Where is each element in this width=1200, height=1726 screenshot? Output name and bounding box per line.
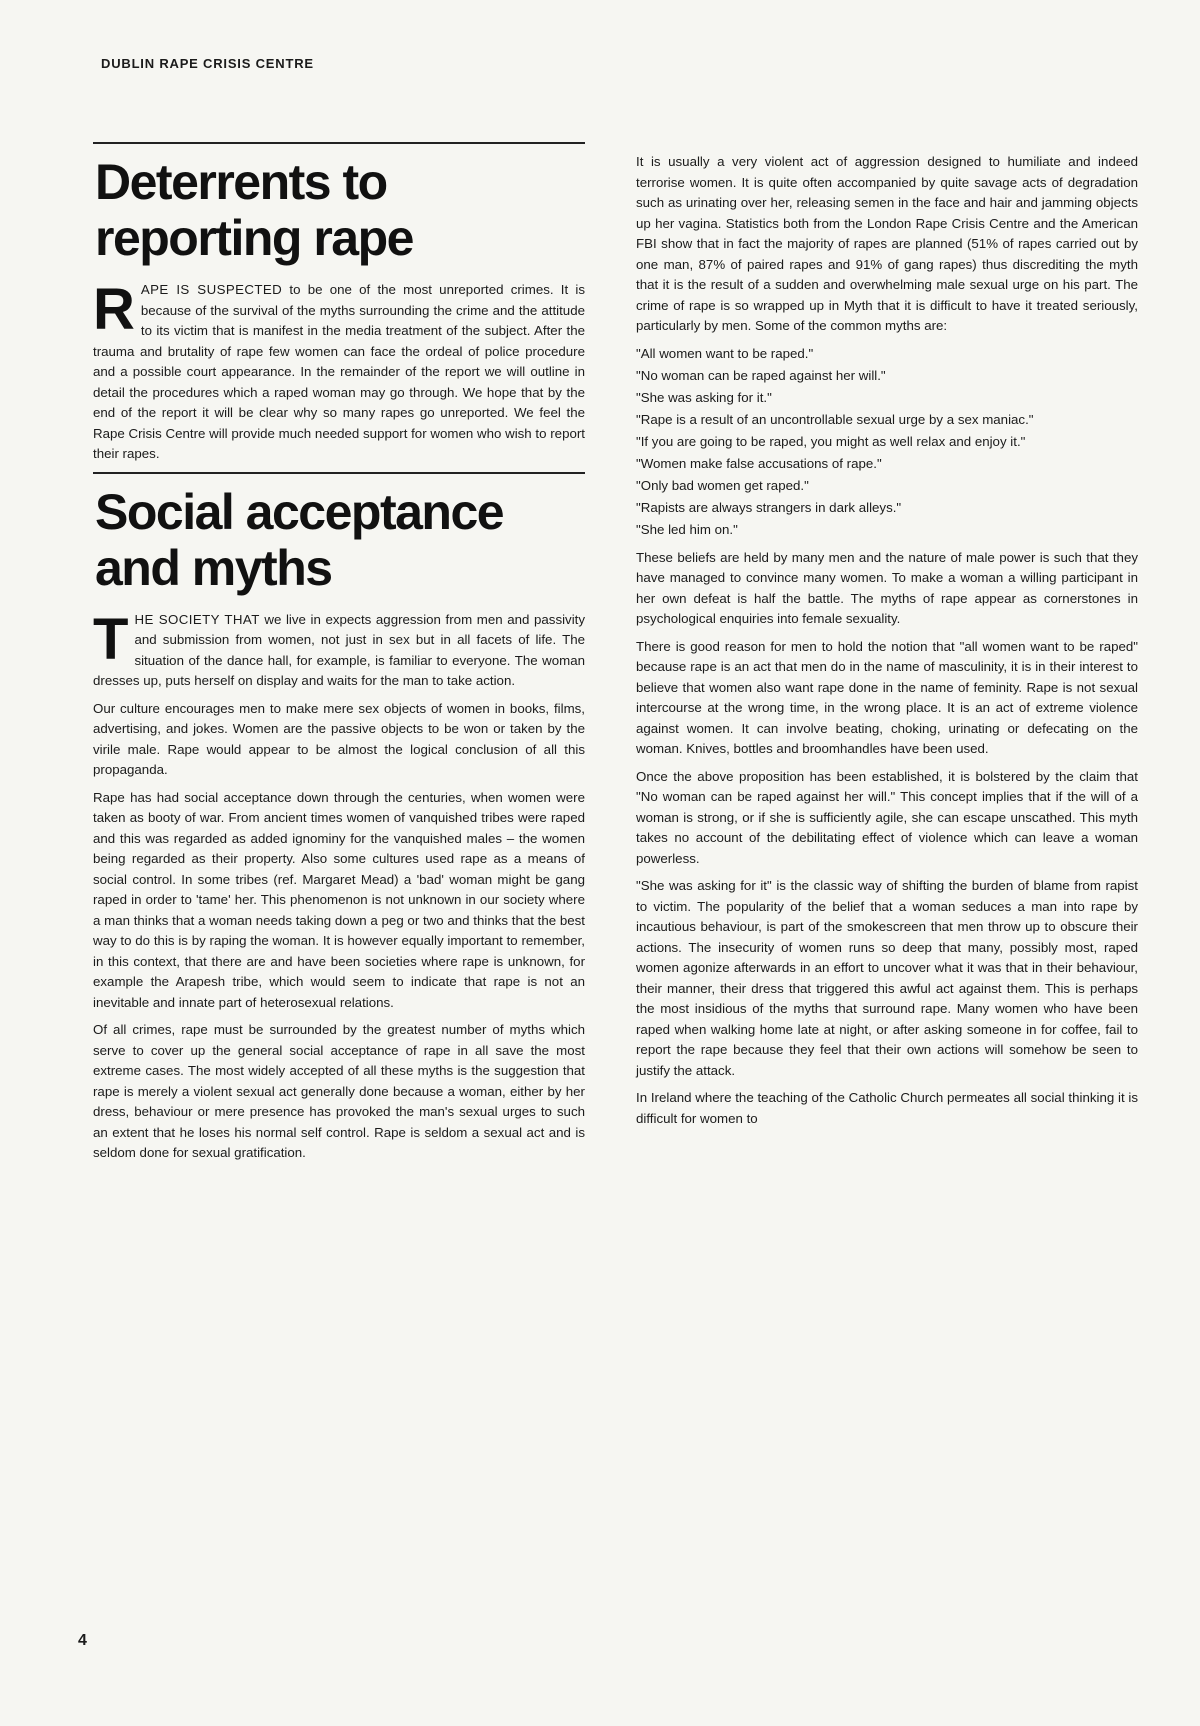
myth-quote: "Rape is a result of an uncontrollable sexual urge by a sex maniac." [636,411,1034,427]
myth-quote: "If you are going to be raped, you might as well relax and enjoy it." [636,433,1026,449]
drop-cap: T [93,606,129,672]
body-paragraph: Our culture encourages men to make mere sex objects of women in books, films, advertising, and jokes. Women are the passive objects to be won or taken by the virile male. Rape would appear to be almost the logical conclusion of all this propaganda. [93,700,585,777]
myth-quote: "Rapists are always strangers in dark alleys." [636,499,902,515]
myth-quote: "Only bad women get raped." [636,477,809,493]
myth-quote: "She was asking for it." [636,389,772,405]
section-heading-deterrents: Deterrents to reporting rape [95,154,413,266]
drop-cap: R [93,277,135,342]
body-paragraph: It is usually a very violent act of aggression designed to humiliate and indeed terrorise women. It is quite often accompanied by quite savage acts of degradation such as urinating over her, releasing semen in the face and hair and jamming objects up her vagina. Statistics both from the London Rape Crisis Centre and the American FBI show that in fact the majority of rapes are planned (51% of rapes carried out by one man, 87% of paired rapes and 91% of gang rapes) thus discrediting the myth that it is the result of a sudden and overwhelming male sexual urge on his part. The crime of rape is so wrapped up in Myth that it is difficult to have it treated seriously, particularly by men. Some of the common myths are: [636,154,1138,333]
body-paragraph: There is good reason for men to hold the notion that "all women want to be raped" because rape is an act that men do in the name of masculinity, it is in their interest to believe that women also want rape done in the name of feminity. Rape is not sexual intercourse at the wrong time, in the wrong place. It is an act of extreme violence against women. It can involve beating, choking, urinating or defecating on the woman. Knives, bottles and broomhandles have been used. [636,638,1138,756]
body-paragraph: Once the above proposition has been established, it is bolstered by the claim that "No woman can be raped against her will." This concept implies that if the will of a woman is strong, or if she is sufficiently agile, she can escape unscathed. This myth takes no account of the debilitating effect of violence which can leave a woman powerless. [636,768,1138,866]
body-paragraph: These beliefs are held by many men and the nature of male power is such that they have managed to convince many women. To make a woman a willing participant in her own defeat is half the battle. The myths of rape appear as cornerstones in psychological enquiries into female sexuality. [636,549,1138,626]
section-rule [93,142,585,144]
page-number: 4 [78,1632,87,1649]
body-paragraph: Rape has had social acceptance down through the centuries, when women were taken as booty of war. From ancient times women of vanquished tribes were raped and this was regarded as added ignominy for the vanquished males – the women being regarded as their property. Also some cultures used rape as a means of social control. In some tribes (ref. Margaret Mead) a 'bad' woman might be gang raped in order to 'tame' her. This phenomenon is not unknown in our society where a man thinks that a woman needs taking down a peg or two and thinks that the best way to do this is by raping the woman. It is however equally important to remember, in this context, that there are and have been societies where rape is unknown, for example the Arapesh tribe, which would seem to indicate that rape is not an inevitable and innate part of heterosexual relations. [93,789,585,1010]
section-rule [93,472,585,474]
myth-quote: "All women want to be raped." [636,345,814,361]
paragraph-text: to be one of the most unreported crimes. It is because of the survival of the myths surrounding the crime and the attitude to its victim that is manifest in the media treatment of the subject. After the trauma and brutality of rape few women can face the ordeal of police procedure and a possible court appearance. In the remainder of the report we will outline in detail the procedures which a raped woman may go through. We hope that by the end of the report it will be clear why so many rapes go unreported. We feel the Rape Crisis Centre will provide much needed support for women who wish to report their rapes. [93,282,585,461]
body-paragraph: Of all crimes, rape must be surrounded by the greatest number of myths which serve to cover up the general social acceptance of rape in all save the most extreme cases. The most widely accepted of all these myths is the suggestion that rape is merely a violent sexual act generally done because a woman, either by her dress, behaviour or mere presence has provoked the man's sexual urges to such an extent that he loses his normal self control. Rape is seldom a sexual act and is seldom done for sexual gratification. [93,1022,585,1160]
myth-quote: "No woman can be raped against her will." [636,367,886,383]
body-paragraph: In Ireland where the teaching of the Catholic Church permeates all social thinking it is difficult for women to [636,1090,1138,1126]
intro-paragraph-social [93,606,585,692]
intro-paragraph-deterrents [93,277,585,465]
myth-quote: "She led him on." [636,521,738,537]
body-paragraph: "She was asking for it" is the classic way of shifting the burden of blame from rapist to victim. The popularity of the belief that a woman seduces a man into rape by incautious behaviour, is part of the smokescreen that men throw up to obscure their actions. The insecurity of women runs so deep that many, possibly most, raped women agonize afterwards in an effort to uncover what it was that in their behaviour, their manner, their dress that triggered this awful act against them. This is perhaps the most insidious of the myths that surround rape. Many women who have been raped when walking home late at night, or after asking someone in for coffee, fail to report the rape because they feel that their own actions will somehow be seen to justify the attack. [636,878,1138,1078]
lead-in-text: HE SOCIETY THAT [134,611,260,627]
left-column [93,142,585,1171]
right-column [636,152,1138,1136]
running-head: DUBLIN RAPE CRISIS CENTRE [101,56,314,71]
paragraph-text: we live in expects aggression from men and passivity and submission from women, not just in sex but in all facets of life. The situation of the dance hall, for example, is familiar to everyone. The woman dresses up, puts herself on display and waits for the man to take action. [93,611,585,688]
myth-quote: "Women make false accusations of rape." [636,455,882,471]
lead-in-text: APE IS SUSPECTED [140,282,283,297]
section-heading-social-acceptance: Social acceptance and myths [95,483,504,596]
myths-list [636,344,1138,539]
